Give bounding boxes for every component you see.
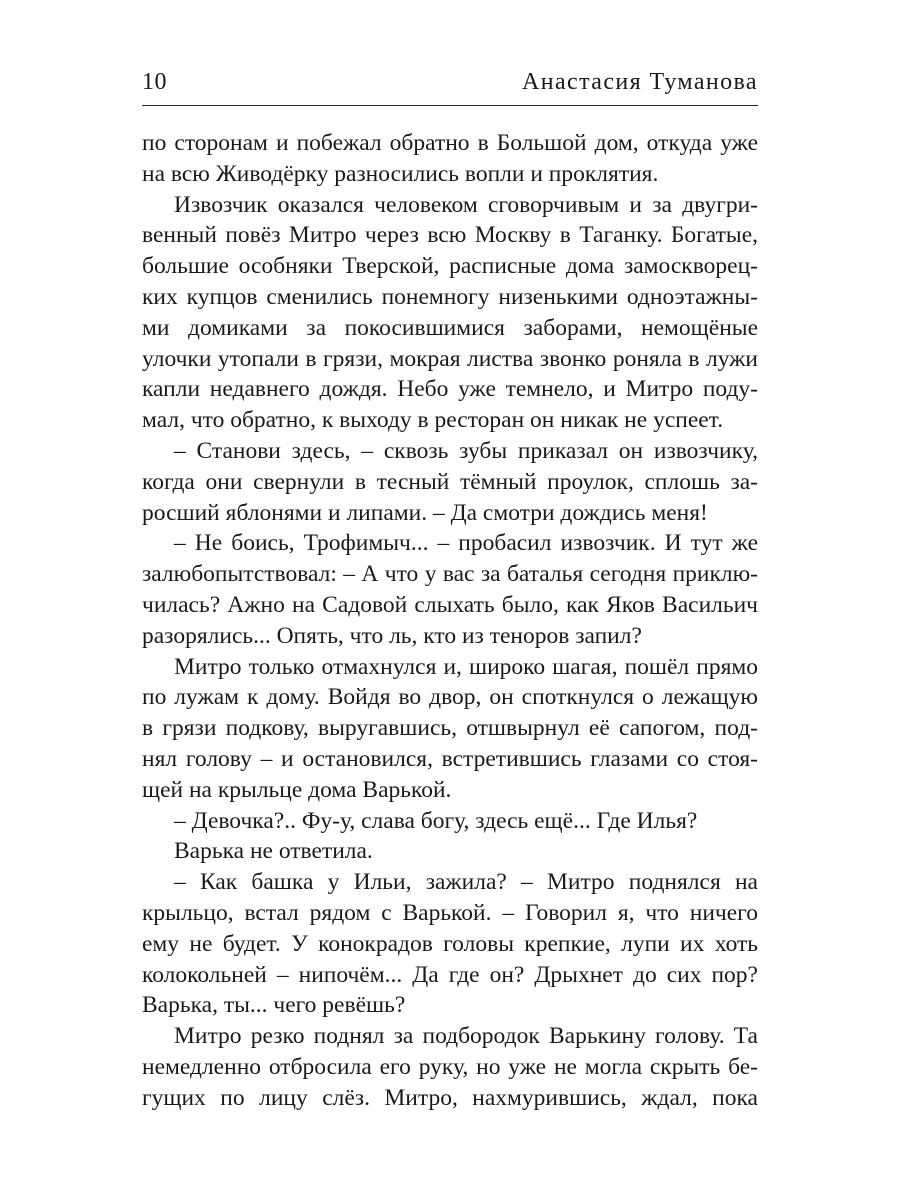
text-line: разорялись... Опять, что ль, кто из теноров запил? [142, 622, 642, 649]
text-line: Митро резко поднял за подбородок Варькину голову. Та [174, 1023, 758, 1050]
text-line: росший яблонями и липами. – Да смотри дождись меня! [142, 499, 708, 526]
text-line: мал, что обратно, к выходу в ресторан он никак не успеет. [142, 407, 724, 434]
text-line: ми домиками за покосившимися заборами, немощёные [142, 314, 758, 341]
page-number: 10 [142, 69, 167, 95]
text-line: улочки утопали в грязи, мокрая листва звонко роняла в лужи [142, 345, 758, 372]
text-line: – Как башка у Ильи, зажила? – Митро поднялся на [174, 869, 758, 896]
text-line: большие особняки Тверской, расписные дома замоскворец- [142, 253, 758, 280]
text-line: гущих по лицу слёз. Митро, нахмурившись, ждал, пока [142, 1084, 758, 1111]
header-rule [142, 105, 758, 106]
text-line: чилась? Ажно на Садовой слыхать было, как Яков Васильич [142, 591, 758, 618]
text-line: Варька, ты... чего ревёшь? [142, 992, 406, 1019]
text-line: Варька не ответила. [174, 838, 373, 865]
text-line: по сторонам и побежал обратно в Большой дом, откуда уже [142, 130, 758, 156]
text-line: крыльцо, встал рядом с Варькой. – Говорил я, что ничего [142, 899, 758, 926]
running-title-author: Анастасия Туманова [522, 69, 758, 95]
text-line: – Не боись, Трофимыч... – пробасил извозчик. И тут же [174, 530, 758, 557]
text-line: по лужам к дому. Войдя во двор, он споткнулся о лежащую [142, 684, 758, 711]
text-line: щей на крыльце дома Варькой. [142, 776, 452, 803]
text-line: на всю Живодёрку разносились вопли и проклятия. [142, 160, 659, 187]
text-line: колокольней – нипочём... Да где он? Дрыхнет до сих пор? [142, 961, 758, 988]
text-line: венный повёз Митро через всю Москву в Таганку. Богатые, [142, 222, 758, 249]
body-text [142, 128, 758, 1114]
text-line: – Девочка?.. Фу-у, слава богу, здесь ещё... Где Илья? [174, 807, 698, 834]
text-line: нял голову – и остановился, встретившись глазами со стоя- [142, 745, 758, 772]
running-header [142, 66, 758, 100]
text-line: – Станови здесь, – сквозь зубы приказал он извозчику, [174, 437, 758, 464]
text-line: когда они свернули в тесный тёмный проулок, сплошь за- [142, 468, 758, 495]
text-line: немедленно отбросила его руку, но уже не могла скрыть бе- [142, 1053, 758, 1080]
text-line: Извозчик оказался человеком сговорчивым и за двугри- [174, 191, 758, 218]
text-line: в грязи подкову, выругавшись, отшвырнул её сапогом, под- [142, 715, 758, 742]
text-line: ких купцов сменились понемногу низенькими одноэтажны- [142, 283, 758, 310]
text-line: залюбопытствовал: – А что у вас за баталья сегодня приклю- [142, 561, 758, 588]
text-line: капли недавнего дождя. Небо уже темнело, и Митро поду- [142, 376, 758, 403]
text-line: ему не будет. У конокрадов головы крепкие, лупи их хоть [142, 930, 758, 957]
text-line: Митро только отмахнулся и, широко шагая, пошёл прямо [174, 653, 758, 680]
